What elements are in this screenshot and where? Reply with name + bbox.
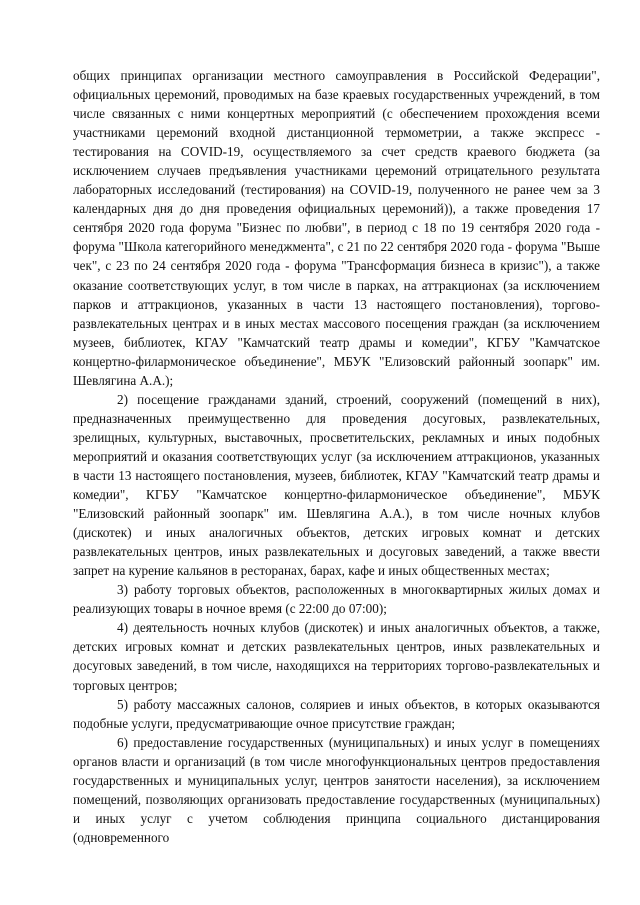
paragraph-item-6: 6) предоставление государственных (муниципальных) и иных услуг в помещениях органов власти и организаций (в том числе многофункциональных центров предоставления государственных и муниципальных услуг, центров занятости населения), за исключением помещений, позволяющих организовать предоставление государственных (муниципальных) и иных услуг с учетом соблюдения принципа социального дистанцирования (одновременного bbox=[73, 734, 600, 845]
paragraph-item-4: 4) деятельность ночных клубов (дискотек) и иных аналогичных объектов, а также, детских игровых комнат и детских развлекательных центров, иных развлекательных и досуговых заведений, в том числе, находящихся на территориях торгово-развлекательных и торговых центров; bbox=[73, 620, 600, 693]
paragraph-continuation: общих принципах организации местного самоуправления в Российской Федерации", официальных церемоний, проводимых на базе краевых государственных учреждений, в том числе связанных с ними концертных мероприятий (с обеспечением прохождения всеми участниками церемоний входной дистанционной термометрии, а также экспресс - тестирования на COVID-19, осуществляемого за счет средств краевого бюджета (за исключением случаев предъявления участниками церемоний отрицательного результата лабораторных исследований (тестирования) на COVID-19, полученного не ранее чем за 3 календарных дня до дня проведения официальных церемоний)), а также проведения 17 сентября 2020 года форума "Бизнес по любви", в период с 18 по 19 сентября 2020 года - форума "Школа категорийного менеджмента", с 21 по 22 сентября 2020 года - форума "Выше чек", с 23 по 24 сентября 2020 года - форума "Трансформация бизнеса в кризис"), а также оказание соответствующих услуг, в том числе в парках, на аттракционах (за исключением парков и аттракционов, указанных в части 13 настоящего постановления), торгово-развлекательных центрах и в иных местах массового посещения граждан (за исключением музеев, библиотек, КГАУ "Камчатский театр драмы и комедии", КГБУ "Камчатское концертно-филармоническое объединение", МБУК "Елизовский районный зоопарк" им. Шевлягина А.А.); bbox=[73, 68, 600, 388]
paragraph-item-2: 2) посещение гражданами зданий, строений, сооружений (помещений в них), предназначенных преимущественно для проведения досуговых, развлекательных, зрелищных, культурных, выставочных, просветительских, рекламных и иных подобных мероприятий и оказания соответствующих услуг (за исключением аттракционов, указанных в части 13 настоящего постановления, музеев, библиотек, КГАУ "Камчатский театр драмы и комедии", КГБУ "Камчатское концертно-филармоническое объединение", МБУК "Елизовский районный зоопарк" им. Шевлягина А.А.), в том числе ночных клубов (дискотек) и иных аналогичных объектов, детских игровых комнат и детских развлекательных центров, иных развлекательных и досуговых заведений, а также ввести запрет на курение кальянов в ресторанах, барах, кафе и иных общественных местах; bbox=[73, 391, 600, 579]
document-page bbox=[73, 66, 600, 847]
paragraph-item-3: 3) работу торговых объектов, расположенных в многоквартирных жилых домах и реализующих товары в ночное время (с 22:00 до 07:00); bbox=[73, 582, 600, 617]
paragraph-item-5: 5) работу массажных салонов, соляриев и иных объектов, в которых оказываются подобные услуги, предусматривающие очное присутствие граждан; bbox=[73, 696, 600, 731]
